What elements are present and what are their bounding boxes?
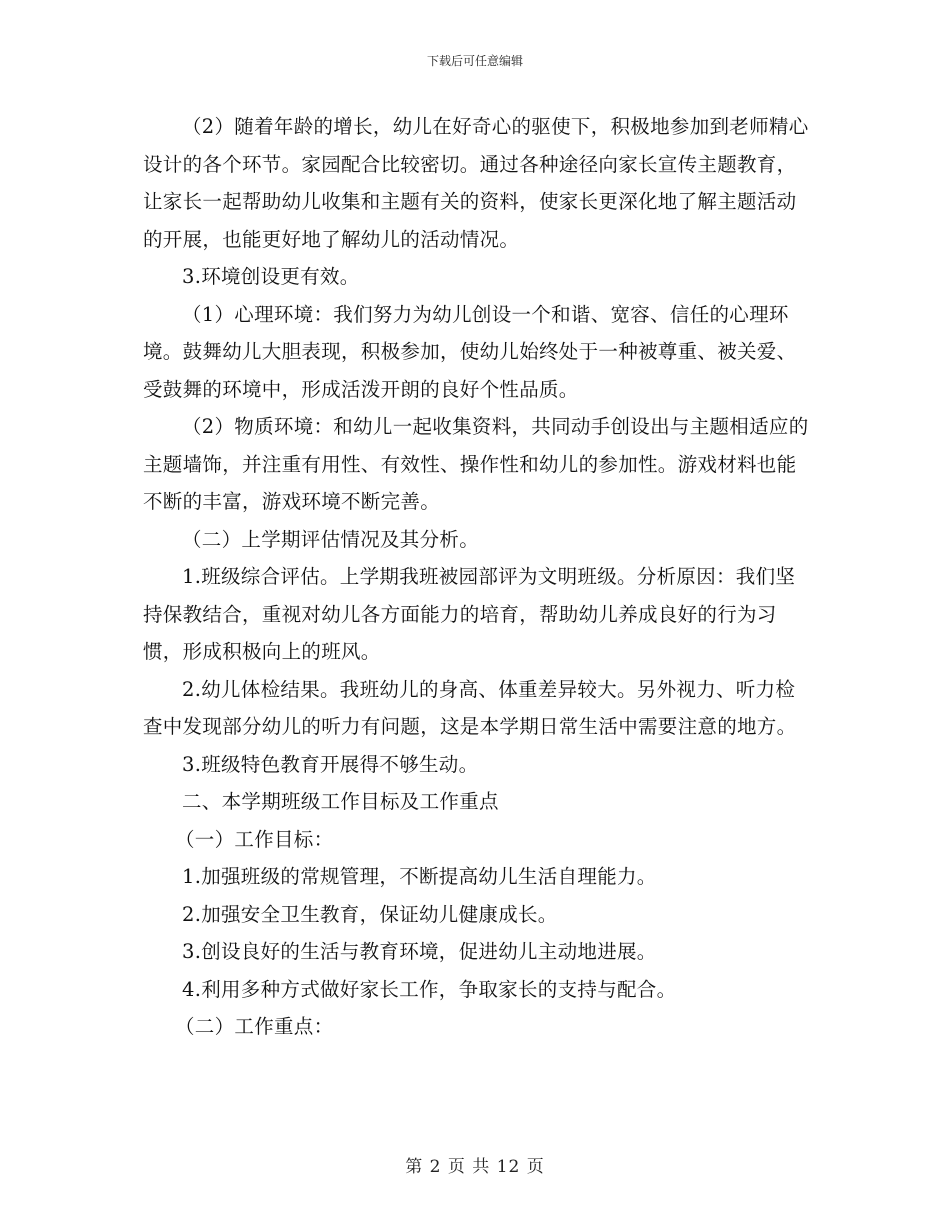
page-footer: 第 2 页 共 12 页: [405, 1157, 545, 1177]
paragraph: 2.幼儿体检结果。我班幼儿的身高、体重差异较大。另外视力、听力检查中发现部分幼儿的听力有问题，这是本学期日常生活中需要注意的地方。: [143, 677, 797, 738]
paragraph: （2）物质环境：和幼儿一起收集资料，共同动手创设出与主题相适应的主题墙饰，并注重有用性、有效性、操作性和幼儿的参加性。游戏材料也能不断的丰富，游戏环境不断完善。: [143, 415, 809, 513]
page-header: 下载后可任意编辑: [426, 54, 523, 68]
paragraph: 3.环境创设更有效。: [182, 265, 360, 288]
paragraph: （1）心理环境：我们努力为幼儿创设一个和谐、宽容、信任的心理环境。鼓舞幼儿大胆表现，积极参加，使幼儿始终处于一种被尊重、被关爱、受鼓舞的环境中，形成活泼开朗的良好个性品质。: [143, 302, 797, 401]
paragraph: 3.班级特色教育开展得不够生动。: [182, 752, 479, 776]
subsection-heading: （二）工作重点：: [175, 1015, 334, 1038]
section-heading: 二、本学期班级工作目标及工作重点: [182, 790, 499, 813]
list-item: 2.加强安全卫生教育，保证幼儿健康成长。: [182, 902, 558, 926]
paragraph: （二）上学期评估情况及其分析。: [182, 527, 480, 551]
document-body: [143, 108, 813, 1046]
list-item: 3.创设良好的生活与教育环境，促进幼儿主动地进展。: [182, 940, 657, 963]
list-item: 1.加强班级的常规管理，不断提高幼儿生活自理能力。: [182, 865, 657, 888]
subsection-heading: （一）工作目标：: [175, 827, 334, 851]
list-item: 4.利用多种方式做好家长工作，争取家长的支持与配合。: [182, 977, 677, 1001]
paragraph: （2）随着年龄的增长，幼儿在好奇心的驱使下，积极地参加到老师精心设计的各个环节。家园配合比较密切。通过各种途径向家长宣传主题教育，让家长一起帮助幼儿收集和主题有关的资料，使家长更深化地了解主题活动的开展，也能更好地了解幼儿的活动情况。: [143, 115, 809, 251]
paragraph: 1.班级综合评估。上学期我班被园部评为文明班级。分析原因：我们坚持保教结合，重视对幼儿各方面能力的培育，帮助幼儿养成良好的行为习惯，形成积极向上的班风。: [143, 565, 796, 663]
